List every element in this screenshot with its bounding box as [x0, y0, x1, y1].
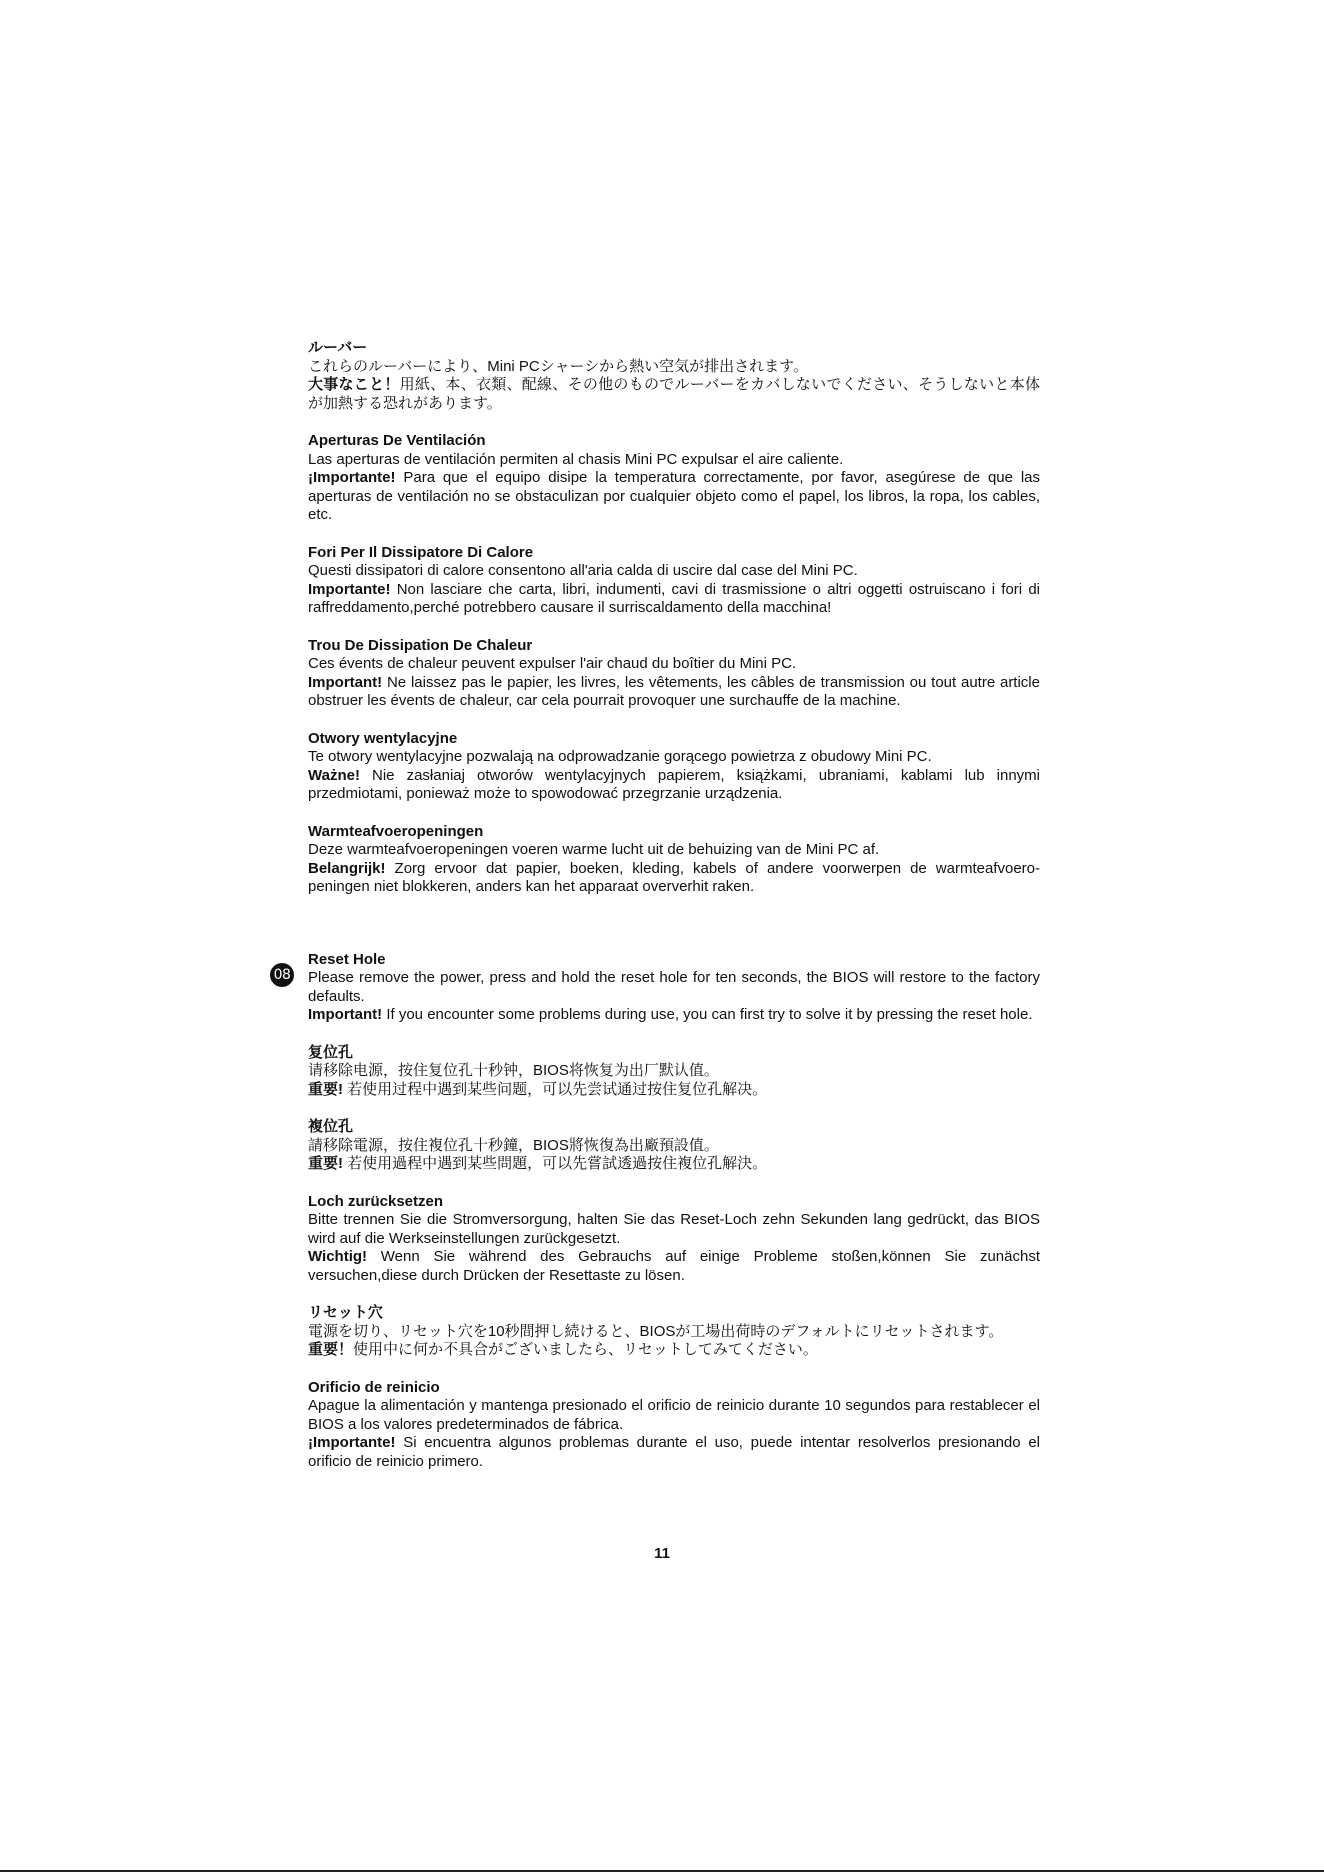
important-note: ¡Importante! Si encuentra algunos problemas durante el uso, puede intentar resolverlos presionando el orificio de reinicio primero. — [308, 1434, 1040, 1470]
section-paragraph: 請移除電源，按住複位孔十秒鐘，BIOS將恢復為出廠預設值。 — [308, 1136, 719, 1154]
section-ventilation-es — [308, 432, 1040, 525]
section-heading: リセット穴 — [308, 1304, 383, 1321]
important-note: 重要！使用中に何か不具合がございましたら、リセットしてみてください。 — [308, 1341, 818, 1358]
section-heading: Orificio de reinicio — [308, 1378, 440, 1396]
section-heading: Loch zurücksetzen — [308, 1192, 444, 1210]
section-paragraph: Deze warmteafvoeropeningen voeren warme lucht uit de behuizing van de Mini PC af. — [308, 841, 880, 858]
section-paragraph: Questi dissipatori di calore consentono all'aria calda di uscire dal case del Mini PC. — [308, 562, 858, 579]
section-reset-es — [308, 1379, 1040, 1472]
section-paragraph: Ces évents de chaleur peuvent expulser l'air chaud du boîtier du Mini PC. — [308, 655, 797, 672]
section-ventilation-pl — [308, 730, 1040, 804]
section-paragraph: これらのルーバーにより、Mini PCシャーシから熱い空気が排出されます。 — [308, 357, 808, 375]
section-reset-en — [308, 951, 1040, 1025]
important-note: Ważne! Nie zasłaniaj otworów wentylacyjnych papierem, książkami, ubraniami, kablami lub innymi przedmiotami, ponieważ może to spowodować przegrzanie urządzenia. — [308, 766, 1040, 802]
section-paragraph: 请移除电源，按住复位孔十秒钟，BIOS将恢复为出厂默认值。 — [308, 1062, 719, 1079]
section-heading: ルーバー — [308, 339, 368, 356]
section-reset-de — [308, 1193, 1040, 1286]
section-reset-zh-hans — [308, 1044, 1040, 1100]
section-spacer — [308, 897, 1040, 951]
section-paragraph: Bitte trennen Sie die Stromversorgung, halten Sie das Reset-Loch zehn Sekunden lang gedrückt, das BIOS wird auf die Werkseinstellungen zurückgesetzt. — [308, 1211, 1040, 1247]
section-ventilation-nl — [308, 823, 1040, 897]
section-heading: 複位孔 — [308, 1118, 354, 1135]
important-note: Belangrijk! Zorg ervoor dat papier, boeken, kleding, kabels of andere voorwerpen de warmteafvoero-peningen niet blokkeren, anders kan het apparaat oververhit raken. — [308, 859, 1040, 895]
page-number: 11 — [654, 1545, 670, 1562]
section-paragraph: Please remove the power, press and hold the reset hole for ten seconds, the BIOS will restore to the factory defaults. — [308, 969, 1040, 1005]
important-note: ¡Importante! Para que el equipo disipe la temperatura correctamente, por favor, asegúrese de que las aperturas de ventilación no se obstaculizan por cualquier objeto como el papel, los libros, la ropa, los cables, etc. — [308, 469, 1040, 523]
section-heading: Reset Hole — [308, 950, 386, 968]
section-reset-zh-hant — [308, 1118, 1040, 1174]
section-paragraph: Te otwory wentylacyjne pozwalają na odprowadzanie gorącego powietrza z obudowy Mini PC. — [308, 748, 932, 765]
important-note: 大事なこと！用紙、本、衣類、配線、その他のものでルーバーをカバしないでください、そうしないと本体が加熱する恐れがあります。 — [308, 376, 1040, 412]
section-louvers-ja — [308, 339, 1040, 413]
section-paragraph: Apague la alimentación y mantenga presionado el orificio de reinicio durante 10 segundos para restablecer el BIOS a los valores predeterminados de fábrica. — [308, 1397, 1040, 1433]
important-note: 重要! 若使用过程中遇到某些问题，可以先尝试通过按住复位孔解决。 — [308, 1080, 768, 1098]
section-heading: Warmteafvoeropeningen — [308, 822, 484, 840]
section-heading: Fori Per Il Dissipatore Di Calore — [308, 543, 534, 561]
section-ventilation-it — [308, 544, 1040, 618]
important-note: Importante! Non lasciare che carta, libri, indumenti, cavi di trasmissione o altri oggetti ostruiscano i fori di raffreddamento,perché potrebbero causare il surriscaldamento della macchina! — [308, 580, 1040, 616]
section-heading: 复位孔 — [308, 1043, 354, 1061]
section-paragraph: Las aperturas de ventilación permiten al chasis Mini PC expulsar el aire caliente. — [308, 450, 844, 468]
important-note: Wichtig! Wenn Sie während des Gebrauchs auf einige Probleme stoßen,können Sie zunächst versuchen,diese durch Drücken der Resettaste zu lösen. — [308, 1248, 1040, 1284]
section-paragraph: 電源を切り、リセット穴を10秒間押し続けると、BIOSが工場出荷時のデフォルトにリセットされます。 — [308, 1322, 1004, 1340]
section-heading: Otwory wentylacyjne — [308, 729, 458, 747]
important-note: Important! Ne laissez pas le papier, les livres, les vêtements, les câbles de transmission ou tout autre article obstruer les évents de chaleur, car cela pourrait provoquer une surchauffe de la machine. — [308, 673, 1040, 709]
important-note: Important! If you encounter some problems during use, you can first try to solve it by pressing the reset hole. — [308, 1006, 1033, 1023]
section-reset-ja — [308, 1304, 1040, 1360]
section-heading: Trou De Dissipation De Chaleur — [308, 636, 533, 654]
section-ventilation-fr — [308, 637, 1040, 711]
manual-page-content — [308, 339, 1040, 1471]
section-number-badge: 08 — [270, 963, 294, 987]
section-heading: Aperturas De Ventilación — [308, 432, 486, 449]
important-note: 重要! 若使用過程中遇到某些問題，可以先嘗試透過按住複位孔解決。 — [308, 1155, 768, 1172]
